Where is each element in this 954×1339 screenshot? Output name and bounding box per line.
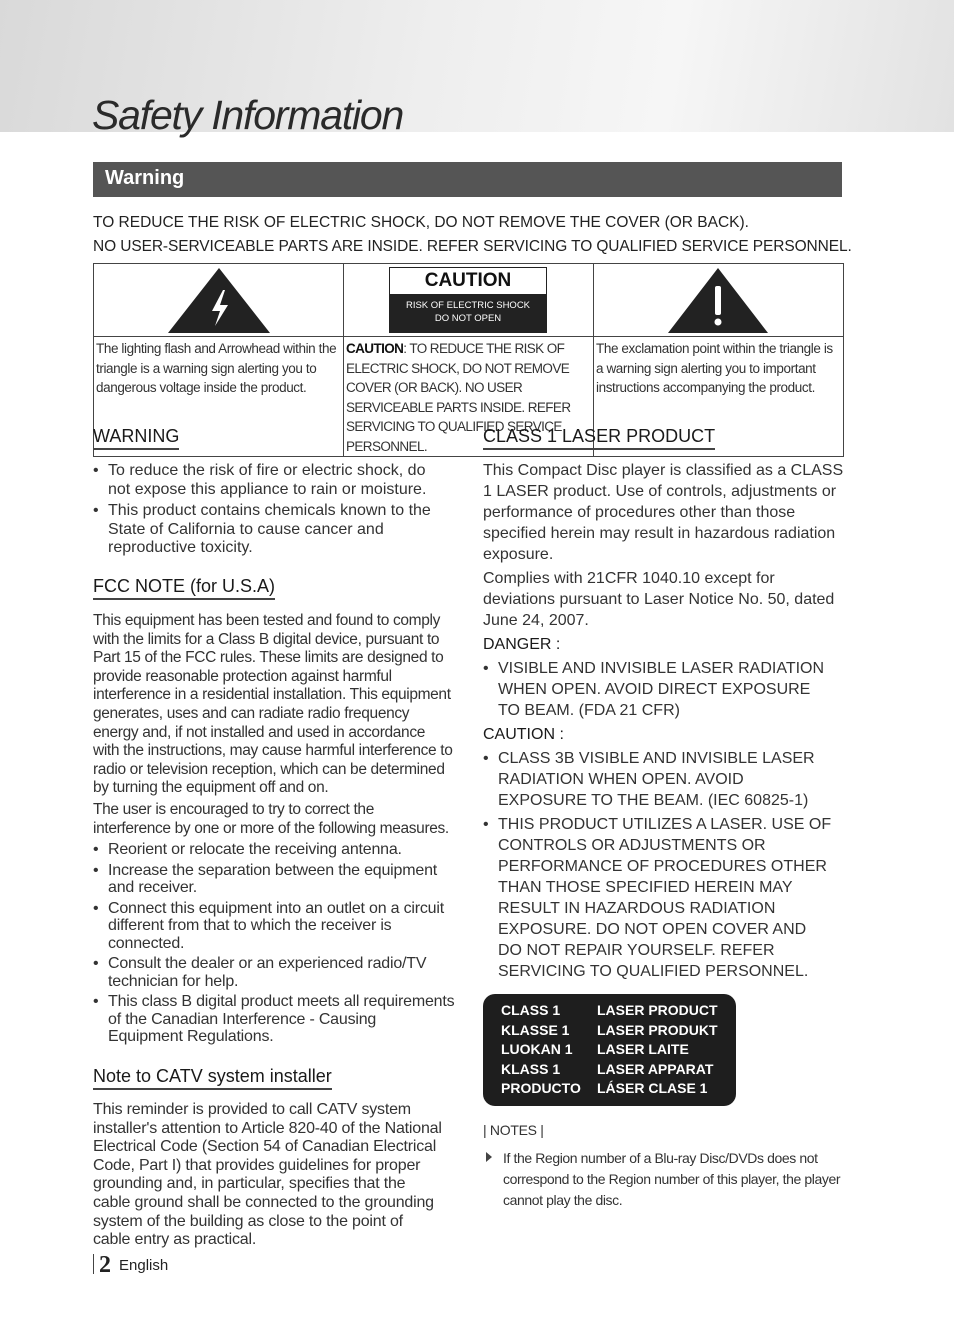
laser-heading [483, 426, 715, 447]
list-item: • This class B digital product meets all requirements of the Canadian Interference - Causing Equipment Regulations. [93, 993, 455, 1046]
laser-label-class: PRODUCTO [501, 1080, 581, 1097]
caution-label-heading: CAUTION : [483, 726, 564, 743]
laser-label-class: CLASS 1 [501, 1002, 561, 1018]
intro-line-1: TO REDUCE THE RISK OF ELECTRIC SHOCK, DO NOT REMOVE THE COVER (OR BACK). [93, 214, 749, 231]
caution-label-subtitle [390, 294, 546, 325]
caution-table [93, 263, 844, 457]
exclamation-warning-icon [594, 264, 844, 336]
laser-label-product: LASER PRODUKT [597, 1021, 718, 1038]
warning-list [93, 462, 443, 558]
list-item: • Consult the dealer or an experienced radio/TV technician for help. [93, 955, 455, 990]
footer-divider [93, 1254, 94, 1274]
laser-label-product: LASER PRODUCT [597, 1002, 718, 1018]
fcc-heading-text: FCC NOTE (for U.S.A) [93, 576, 275, 600]
notes-heading: | NOTES | [483, 1122, 544, 1138]
page-title: Safety Information [92, 92, 404, 138]
catv-paragraph: This reminder is provided to call CATV system installer's attention to Article 820-40 of the National Electrical Code (Section 54 of Canadian Electrical Code, Part I) that provides guidelines for proper grounding and, in particular, specifies that the cable ground shall be connected to the grounding system of the building as close to the point of cable entry as practical. [93, 1101, 442, 1249]
page-footer [93, 1252, 168, 1279]
caution-label-cell [344, 264, 594, 337]
warning-heading-text: WARNING [93, 426, 179, 450]
page-number: 2 [99, 1252, 111, 1278]
laser-label-row [501, 1021, 718, 1041]
laser-label-table [501, 1001, 718, 1099]
intro-line-2: NO USER-SERVICEABLE PARTS ARE INSIDE. REFER SERVICING TO QUALIFIED SERVICE PERSONNEL. [93, 238, 852, 255]
warning-heading [93, 426, 179, 447]
laser-label-class: KLASSE 1 [501, 1021, 570, 1038]
fcc-measures-list [93, 841, 455, 1046]
laser-label-class: KLASS 1 [501, 1060, 561, 1077]
warning-bar-label: Warning [105, 167, 185, 189]
laser-label-row [501, 1040, 718, 1060]
caution-label-title: CAUTION [390, 268, 546, 294]
laser-paragraph-1: This Compact Disc player is classified as a CLASS 1 LASER product. Use of controls, adjustments or performance of procedures other than those specified herein may result in hazardous radiation exposure. [483, 462, 844, 563]
list-item: • VISIBLE AND INVISIBLE LASER RADIATION WHEN OPEN. AVOID DIRECT EXPOSURE TO BEAM. (FDA 21 CFR) [483, 658, 833, 721]
danger-list [483, 658, 833, 721]
caution-description-bold: CAUTION [346, 341, 404, 356]
caution-label-sub2: DO NOT OPEN [434, 313, 502, 324]
laser-paragraph-2: Complies with 21CFR 1040.10 except for deviations pursuant to Laser Notice No. 50, dated June 24, 2007. [483, 570, 835, 629]
laser-label-row [501, 1060, 718, 1080]
laser-heading-text: CLASS 1 LASER PRODUCT [483, 426, 715, 450]
list-item: • Reorient or relocate the receiving antenna. [93, 841, 455, 859]
catv-heading-text: Note to CATV system installer [93, 1066, 332, 1090]
lightning-description: The lighting flash and Arrowhead within the triangle is a warning sign alerting you to dangerous voltage inside the product. [94, 337, 344, 457]
list-item: • CLASS 3B VISIBLE AND INVISIBLE LASER RADIATION WHEN OPEN. AVOID EXPOSURE TO THE BEAM. (IEC 60825-1) [483, 748, 833, 811]
note-arrow-icon [486, 1152, 492, 1162]
laser-label-product: LASER LAITE [597, 1041, 689, 1058]
list-item: • To reduce the risk of fire or electric shock, do not expose this appliance to rain or moisture. [93, 462, 443, 499]
intro-text [93, 211, 852, 259]
fcc-paragraph-1: This equipment has been tested and found to comply with the limits for a Class B digital device, pursuant to Part 15 of the FCC rules. These limits are designed to provide reasonable protection against harmful interference in a residential installation. This equipment generates, uses and can radiate radio frequency energy and, if not installed and used in accordance with the instructions, may cause harmful interference to radio or television reception, which can be determined by turning the equipment off and on. [93, 612, 453, 797]
laser-label-class: LUOKAN 1 [501, 1041, 573, 1058]
caution-description-text: : TO REDUCE THE RISK OF ELECTRIC SHOCK, DO NOT REMOVE COVER (OR BACK). NO USER SERVICEABLE PARTS INSIDE. REFER SERVICING TO QUALIFIED SERVICE PERSONNEL. [346, 341, 571, 454]
exclamation-description: The exclamation point within the triangle is a warning sign alerting you to important instructions accompanying the product. [594, 337, 844, 457]
list-item: • This product contains chemicals known to the State of California to cause cancer and reproductive toxicity. [93, 502, 443, 558]
caution-list [483, 748, 833, 982]
list-item: • THIS PRODUCT UTILIZES A LASER. USE OF CONTROLS OR ADJUSTMENTS OR PERFORMANCE OF PROCEDURES OTHER THAN THOSE SPECIFIED HEREIN MAY RESULT IN HAZARDOUS RADIATION EXPOSURE. DO NOT OPEN COVER AND DO NOT REPAIR YOURSELF. REFER SERVICING TO QUALIFIED PERSONNEL. [483, 814, 833, 982]
list-item: • Connect this equipment into an outlet on a circuit different from that to which the receiver is connected. [93, 900, 455, 953]
catv-heading [93, 1066, 332, 1087]
laser-label-product: LÁSER CLASE 1 [597, 1080, 708, 1097]
laser-label-row [501, 1001, 718, 1021]
caution-label-sub1: RISK OF ELECTRIC SHOCK [405, 300, 531, 311]
fcc-heading [93, 576, 275, 597]
fcc-paragraph-2: The user is encouraged to try to correct the interference by one or more of the following measures. [93, 801, 449, 837]
note-item: If the Region number of a Blu-ray Disc/DVDs does not correspond to the Region number of this player, the player cannot play the disc. [503, 1150, 841, 1208]
exclamation-icon-cell [594, 264, 844, 337]
laser-label-row [501, 1079, 718, 1099]
footer-language: English [119, 1257, 169, 1274]
list-item: • Increase the separation between the equipment and receiver. [93, 862, 455, 897]
laser-class-label [483, 994, 736, 1106]
warning-section-bar [93, 162, 842, 197]
lightning-icon-cell [94, 264, 344, 337]
laser-label-product: LASER APPARAT [597, 1060, 714, 1077]
caution-label [389, 267, 547, 333]
lightning-warning-icon [94, 264, 344, 336]
danger-label: DANGER : [483, 636, 561, 653]
